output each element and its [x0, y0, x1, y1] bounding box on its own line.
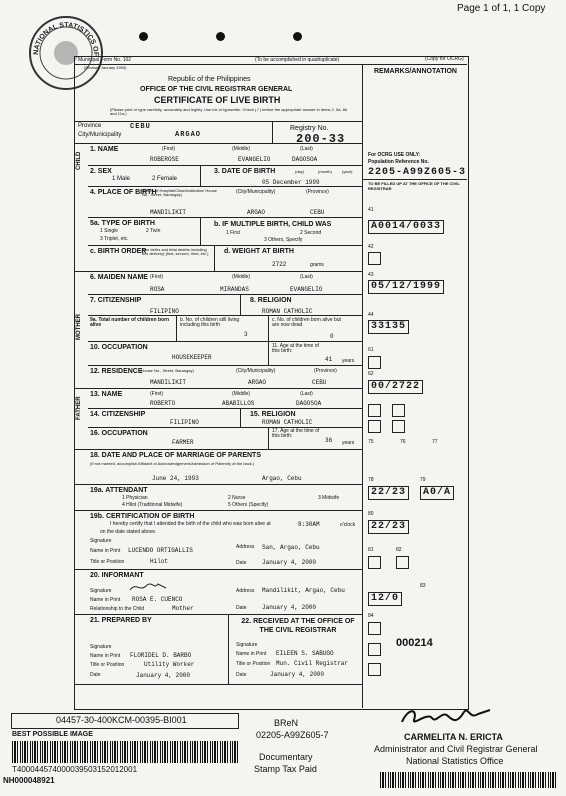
punch-hole: [293, 32, 302, 41]
bren-label: BReN: [274, 718, 299, 728]
code-79-value: A0/A: [420, 486, 454, 500]
code-77-label: 77: [432, 439, 438, 445]
ocrg-use: For OCRG USE ONLY:: [368, 152, 421, 158]
remarks-header: REMARKS/ANNOTATION: [374, 68, 457, 75]
official-title-2: National Statistics Office: [406, 756, 504, 766]
stamp-line2: Stamp Tax Paid: [254, 764, 317, 774]
father-age: 36: [325, 437, 333, 444]
code-84-box: [368, 622, 381, 635]
code-80-label: 80: [368, 511, 374, 517]
child-first: ROBEROSE: [150, 156, 179, 163]
mult-first: 1 First: [226, 230, 240, 236]
code-84-box-c: [368, 663, 381, 676]
mother-middle: MIRANDAS: [220, 286, 249, 293]
mother-maiden-label: 6. MAIDEN NAME: [90, 274, 148, 281]
residence-prov-label: (Province): [314, 368, 337, 374]
prep-title-label: Title or Position: [90, 662, 125, 668]
code-42-box: [368, 252, 381, 265]
mult-others: 3 Others, Specify: [264, 237, 303, 243]
still-living: 3: [244, 331, 248, 338]
code-62-value: 00/2722: [368, 380, 423, 394]
office-name: OFFICE OF THE CIVIL REGISTRAR GENERAL: [140, 86, 293, 93]
inf-relationship-label: Relationship to the Child: [90, 606, 145, 612]
rec-title-label: Title or Position: [236, 661, 271, 667]
weight-label: d. WEIGHT AT BIRTH: [224, 248, 294, 255]
mother-age-label: 11. Age at the time of this birth:: [272, 343, 319, 354]
mother-last-label: (Last): [300, 274, 313, 280]
punch-hole: [216, 32, 225, 41]
code-78-label: 78: [368, 477, 374, 483]
barcode-right: [380, 772, 558, 788]
attendant-label: 19a. ATTENDANT: [90, 487, 148, 494]
doc-number: 04457-30-400KCM-00395-BI001: [56, 715, 187, 725]
dob-month: (month): [318, 169, 332, 174]
rec-name: EILEEN S. SABUGO: [276, 650, 334, 657]
weight-value: 2722: [272, 261, 287, 268]
child-last: DAGOSOA: [292, 156, 318, 163]
registry-label: Registry No.: [290, 125, 329, 132]
type-label: 5a. TYPE OF BIRTH: [90, 220, 155, 227]
mother-occupation-label: 10. OCCUPATION: [90, 344, 148, 351]
instructions: (Please print or type carefully, accurately and legibly. Use ink or typewriter. Check (✓) before the appropriate answer in items 2, 5a, 8b and 11a.): [110, 107, 348, 116]
mother-first: ROSA: [150, 286, 165, 293]
dob-value: 05 December 1999: [262, 179, 320, 186]
form-no: Municipal Form No. 102: [78, 57, 132, 63]
bren-value: 02205-A99Z605-7: [256, 730, 329, 740]
weight-unit: grams: [310, 262, 324, 268]
code-41-value: A0014/0033: [368, 220, 444, 234]
rec-signature-label: Signature: [236, 642, 258, 648]
child-middle: EVANGELIO: [238, 156, 271, 163]
mother-citizenship-label: 7. CITIZENSHIP: [90, 297, 142, 304]
pop-ref-label: Population Reference No.: [368, 159, 429, 165]
attendant-hilot: 4 Hilot (Traditional Midwife): [122, 502, 183, 508]
code-75-label: 75: [368, 439, 374, 445]
multiple-label: b. IF MULTIPLE BIRTH, CHILD WAS: [214, 221, 332, 228]
copy-for: (Copy for OCRG): [425, 56, 464, 62]
marriage-date: June 24, 1993: [152, 475, 199, 482]
total-children-label: 9a. Total number of children born alive: [90, 317, 170, 328]
code-43-value: 05/12/1999: [368, 280, 444, 294]
attendant-physician: 1 Physician: [122, 495, 148, 501]
mother-age: 41: [325, 356, 333, 363]
pob-sub: (Name of Hospital/Clinic/Institution/ House No., Street, Barangay): [142, 188, 217, 197]
certification-label: 19b. CERTIFICATION OF BIRTH: [90, 513, 195, 520]
best-possible-image: BEST POSSIBLE IMAGE: [12, 731, 93, 738]
pob-brgy: MANDILIKIT: [150, 209, 187, 216]
inf-name: ROSA E. CUENCO: [132, 596, 183, 603]
informant-label: 20. INFORMANT: [90, 572, 144, 579]
certification-oclock: o'clock: [340, 522, 356, 528]
city-value: ARGAO: [175, 131, 202, 139]
received-label: 22. RECEIVED AT THE OFFICE OF THE CIVIL REGISTRAR: [241, 618, 355, 635]
cert-title: Hilot: [150, 558, 169, 565]
child-name-label: 1. NAME: [90, 146, 119, 153]
mother-years: years: [342, 358, 355, 364]
order-sub: (live births and fetal deaths including this delivery) (first, second, third, etc.): [142, 247, 209, 256]
cert-signature-label: Signature: [90, 538, 112, 544]
dob-day: (day): [295, 169, 305, 174]
father-first: ROBERTO: [150, 400, 176, 407]
father-section-label: FATHER: [76, 396, 82, 420]
control-number: 000214: [396, 637, 433, 649]
code-41-label: 41: [368, 207, 374, 213]
father-middle: ABABILLOS: [222, 400, 255, 407]
dob-label: 3. DATE OF BIRTH: [214, 168, 276, 175]
province-value: CEBU: [130, 123, 151, 131]
mother-citizenship: FILIPINO: [150, 308, 179, 315]
code-84-label: 84: [368, 613, 374, 619]
father-citizenship: FILIPINO: [170, 419, 199, 426]
father-age-label: 17. Age at the time of this birth:: [272, 428, 320, 439]
certificate-title: CERTIFICATE OF LIVE BIRTH: [154, 95, 281, 105]
prepared-label: 21. PREPARED BY: [90, 617, 152, 624]
mother-section-label: MOTHER: [76, 314, 82, 340]
child-section-label: CHILD: [76, 151, 82, 170]
cert-address-label: Address: [236, 544, 255, 550]
inf-signature-label: Signature: [90, 588, 112, 594]
code-83-value: 12/0: [368, 592, 402, 606]
inf-name-label: Name in Print: [90, 597, 121, 603]
code-62-box-b: [368, 420, 381, 433]
pob-city: ARGAO: [247, 209, 266, 216]
republic: Republic of the Philippines: [168, 76, 251, 83]
code-62-box-c: [392, 404, 405, 417]
code-80-value: 22/23: [368, 520, 409, 534]
res-brgy: MANDILIKIT: [150, 379, 187, 386]
father-last: DAGOSOA: [296, 400, 322, 407]
cert-date: January 4, 2000: [262, 559, 317, 566]
prep-title: Utility Worker: [144, 661, 195, 668]
child-first-label: (First): [162, 146, 176, 152]
code-62-label: 62: [368, 371, 374, 377]
pob-province-label: (Province): [306, 189, 329, 195]
mult-second: 2 Second: [300, 230, 322, 236]
official-title-1: Administrator and Civil Registrar General: [374, 744, 538, 754]
code-76-label: 76: [400, 439, 406, 445]
certification-text: I hereby certify that I attended the birth of the child who was born alive at: [110, 521, 271, 527]
father-occupation: FARMER: [172, 439, 194, 446]
code-82-label: 82: [396, 547, 402, 553]
mother-last: EVANGELIO: [290, 286, 323, 293]
type-triplet: 3 Triplet, etc.: [100, 236, 129, 242]
official-name: CARMELITA N. ERICTA: [404, 732, 503, 742]
mother-religion-label: 8. RELIGION: [250, 297, 292, 304]
now-dead-label: c. No. of children born alive but are now dead: [272, 317, 341, 328]
attendant-nurse: 2 Nurse: [228, 495, 246, 501]
code-79-label: 79: [420, 477, 426, 483]
code-83-label: 83: [420, 583, 426, 589]
inf-relationship: Mother: [172, 605, 194, 612]
rec-name-label: Name in Print: [236, 651, 267, 657]
father-religion-label: 15. RELIGION: [250, 411, 296, 418]
father-religion: ROMAN CATHOLIC: [262, 419, 313, 426]
res-city: ARGAO: [248, 379, 267, 386]
father-citizenship-label: 14. CITIZENSHIP: [90, 411, 146, 418]
registry-value: 200-33: [296, 132, 346, 146]
remarks-divider: [362, 64, 363, 708]
rec-title: Mun. Civil Registrar: [276, 660, 349, 667]
res-prov: CEBU: [312, 379, 327, 386]
mother-middle-label: (Middle): [232, 274, 251, 280]
cert-title-label: Title or Position: [90, 559, 125, 565]
residence-city-label: (City/Municipality): [236, 368, 276, 374]
marriage-place: Argao, Cebu: [262, 475, 302, 482]
inf-date-label: Date: [236, 605, 247, 611]
sex-female: 2 Female: [152, 176, 178, 182]
code-42-label: 42: [368, 244, 374, 250]
father-last-label: (Last): [300, 391, 313, 397]
sex-label: 2. SEX: [90, 168, 112, 175]
to-be-filled: TO BE FILLED UP AT THE OFFICE OF THE CIVIL REGISTRAR: [368, 181, 460, 191]
code-62-box-d: [392, 420, 405, 433]
pob-label: 4. PLACE OF BIRTH: [90, 189, 157, 196]
certification-date-stated: on the date stated above.: [100, 529, 157, 535]
page-info: Page 1 of 1, 1 Copy: [457, 3, 546, 14]
inf-address-label: Address: [236, 588, 255, 594]
child-last-label: (Last): [300, 146, 313, 152]
marriage-sub: (If not married, accomplish Affidavit of Acknowledgement/Admission of Paternity at the back.): [90, 461, 255, 466]
mother-first-label: (First): [150, 274, 164, 280]
pob-prov: CEBU: [310, 209, 325, 216]
father-occupation-label: 16. OCCUPATION: [90, 430, 148, 437]
mother-religion: ROMAN CATHOLIC: [262, 308, 313, 315]
father-first-label: (First): [150, 391, 164, 397]
province-label: Province: [78, 123, 102, 129]
still-living-label: b. No. of children still living including this birth: [180, 317, 240, 328]
code-81-box: [368, 556, 381, 569]
code-82-box: [396, 556, 409, 569]
code-78-value: 22/23: [368, 486, 409, 500]
pob-city-label: (City/Municipality): [236, 189, 276, 195]
nh-number: NH000048921: [3, 776, 55, 785]
code-44-label: 44: [368, 312, 374, 318]
official-signature: [398, 704, 494, 733]
marriage-label: 18. DATE AND PLACE OF MARRIAGE OF PARENTS: [90, 452, 261, 459]
child-middle-label: (Middle): [232, 146, 251, 152]
cert-date-label: Date: [236, 560, 247, 566]
inf-date: January 4, 2000: [262, 604, 317, 611]
code-61-label: 61: [368, 347, 374, 353]
residence-sub: (House No., Street, Barangay): [140, 368, 194, 373]
city-label: City/Municipality: [78, 132, 122, 138]
prep-name: FLORIDEL D. BARBO: [130, 652, 192, 659]
cert-name-label: Name in Print: [90, 548, 121, 554]
sex-male: 1 Male: [112, 176, 131, 182]
code-44-value: 33135: [368, 320, 409, 334]
prep-signature-label: Signature: [90, 644, 112, 650]
father-name-label: 13. NAME: [90, 391, 123, 398]
residence-label: 12. RESIDENCE: [90, 368, 143, 375]
barcode-number: T400044574000039503152012001: [12, 765, 138, 774]
punch-hole: [139, 32, 148, 41]
prep-date-label: Date: [90, 672, 101, 678]
cert-address: San, Argao, Cebu: [262, 544, 320, 551]
type-single: 1 Single: [100, 228, 119, 234]
quadruplicate-note: (To be accomplished in quadruplicate): [255, 57, 340, 63]
code-62-box-a: [368, 404, 381, 417]
attendant-others: 5 Others (Specify): [228, 502, 269, 508]
rec-date: January 4, 2000: [270, 671, 325, 678]
barcode: [12, 741, 238, 763]
prep-name-label: Name in Print: [90, 653, 121, 659]
dob-year: (year): [342, 169, 353, 174]
code-61-box: [368, 356, 381, 369]
type-twin: 2 Twin: [146, 228, 161, 234]
code-43-label: 43: [368, 272, 374, 278]
inf-address: Mandilikit, Argao, Cebu: [262, 587, 345, 594]
seal-text: NATIONAL STATISTICS OF: [32, 21, 100, 57]
code-81-label: 81: [368, 547, 374, 553]
cert-name: LUCENDO ORTIGALLIS: [128, 547, 193, 554]
stamp-line1: Documentary: [259, 752, 313, 762]
code-84-box-b: [368, 643, 381, 656]
father-years: years: [342, 440, 355, 446]
form-revised: (Revised January 1993): [84, 65, 127, 70]
mother-occupation: HOUSEKEEPER: [172, 354, 212, 361]
certification-time: 8:30AM: [298, 521, 320, 528]
attendant-midwife: 3 Midwife: [318, 495, 340, 501]
pop-ref-value: 2205-A99Z605-3: [368, 167, 467, 178]
rec-date-label: Date: [236, 672, 247, 678]
father-middle-label: (Middle): [232, 391, 251, 397]
prep-date: January 4, 2000: [136, 672, 191, 679]
now-dead: 0: [330, 333, 334, 340]
order-label: c. BIRTH ORDER: [90, 248, 147, 255]
